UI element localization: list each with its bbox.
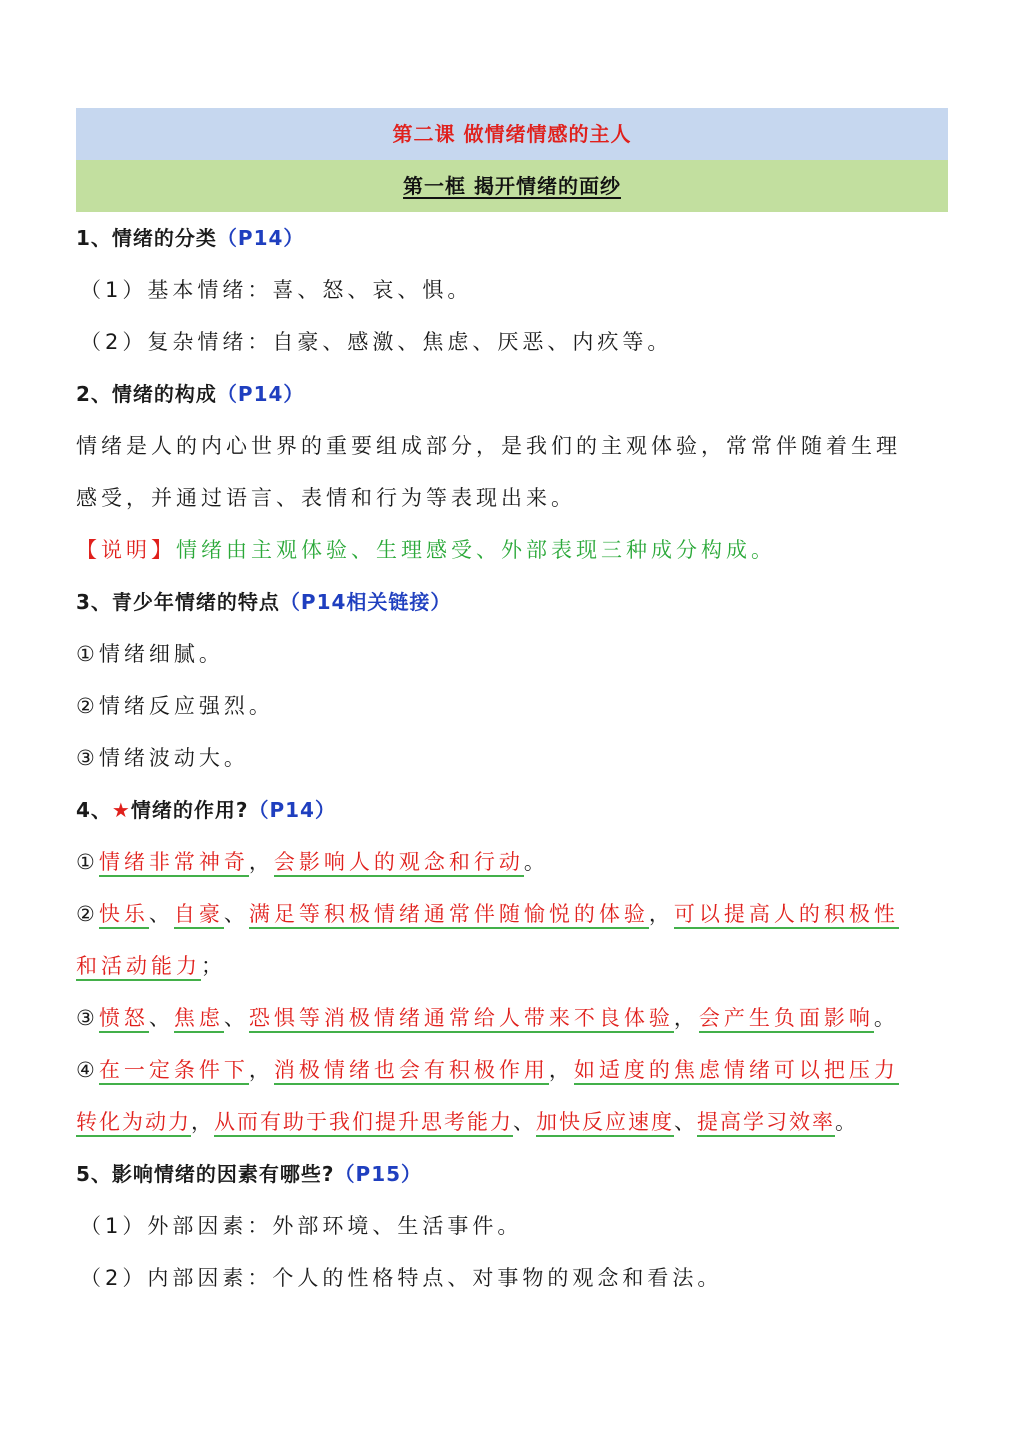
section-1-title: 1、情绪的分类 xyxy=(76,226,217,250)
section-4-point-2-line-1 xyxy=(76,888,948,940)
section-4-point-4-line-2 xyxy=(76,1096,948,1148)
punctuation: 、 xyxy=(148,902,174,926)
point-marker: ④ xyxy=(76,1058,99,1082)
section-4-page-ref: （P14） xyxy=(248,798,336,822)
section-2-page-ref: （P14） xyxy=(216,382,305,406)
section-4-point-4-line-1 xyxy=(76,1044,948,1096)
section-3-item-3: ③情绪波动大。 xyxy=(76,746,249,770)
punctuation: 、 xyxy=(148,1006,174,1030)
section-3-page-ref: （P14相关链接） xyxy=(279,590,452,614)
section-2-title: 2、情绪的构成 xyxy=(76,382,217,406)
section-2-paragraph-line-2: 感受，并通过语言、表情和行为等表现出来。 xyxy=(76,486,576,510)
point-text: 自豪 xyxy=(174,902,224,929)
section-4-point-2-line-2 xyxy=(76,940,948,992)
section-3-item-1: ①情绪细腻。 xyxy=(76,642,224,666)
section-4-point-1 xyxy=(76,836,948,888)
point-text: 愤怒 xyxy=(99,1006,149,1033)
section-5-title: 5、影响情绪的因素有哪些? xyxy=(76,1162,335,1186)
note-text: 情绪由主观体验、生理感受、外部表现三种成分构成。 xyxy=(176,538,776,562)
section-4-point-3 xyxy=(76,992,948,1044)
point-text: 可以提高人的积极性 xyxy=(674,902,899,929)
punctuation: ， xyxy=(191,1110,214,1134)
point-text: 会影响人的观念和行动 xyxy=(274,850,524,877)
section-3-item-2: ②情绪反应强烈。 xyxy=(76,694,274,718)
section-5-page-ref: （P15） xyxy=(334,1162,423,1186)
punctuation: ， xyxy=(673,1006,699,1030)
point-text: 会产生负面影响 xyxy=(699,1006,874,1033)
section-3-heading xyxy=(76,576,948,628)
lesson-title-banner xyxy=(76,108,948,160)
frame-title-banner xyxy=(76,160,948,212)
point-text: 提高学习效率 xyxy=(697,1110,835,1137)
point-text: 加快反应速度 xyxy=(536,1110,674,1137)
punctuation: ， xyxy=(648,902,674,926)
section-1-page-ref: （P14） xyxy=(216,226,305,250)
point-text: 焦虑 xyxy=(174,1006,224,1033)
frame-title: 第一框 揭开情绪的面纱 xyxy=(403,174,621,198)
section-3-title: 3、青少年情绪的特点 xyxy=(76,590,280,614)
point-marker: ② xyxy=(76,902,99,926)
punctuation: 。 xyxy=(835,1110,858,1134)
section-4-number: 4、 xyxy=(76,798,112,822)
section-1-item-2: （2）复杂情绪：自豪、感激、焦虑、厌恶、内疚等。 xyxy=(80,330,673,354)
lesson-title: 第二课 做情绪情感的主人 xyxy=(392,122,632,146)
section-1-item-1: （1）基本情绪：喜、怒、哀、惧。 xyxy=(80,278,473,302)
punctuation: 、 xyxy=(223,902,249,926)
punctuation: ， xyxy=(248,1058,274,1082)
point-text: 满足等积极情绪通常伴随愉悦的体验 xyxy=(249,902,649,929)
document-page xyxy=(76,108,948,1304)
section-5-item-1: （1）外部因素：外部环境、生活事件。 xyxy=(80,1214,523,1238)
point-text: 恐惧等消极情绪通常给人带来不良体验 xyxy=(249,1006,674,1033)
point-text: 快乐 xyxy=(99,902,149,929)
punctuation: ， xyxy=(248,850,274,874)
section-5-heading xyxy=(76,1148,948,1200)
point-text: 和活动能力 xyxy=(76,954,201,981)
section-5-item-2: （2）内部因素：个人的性格特点、对事物的观念和看法。 xyxy=(80,1266,723,1290)
star-icon: ★ xyxy=(111,798,131,822)
point-text: 在一定条件下 xyxy=(99,1058,249,1085)
section-2-note xyxy=(76,524,948,576)
punctuation: 。 xyxy=(523,850,549,874)
point-text: 转化为动力 xyxy=(76,1110,191,1137)
punctuation: 。 xyxy=(873,1006,899,1030)
point-text: 从而有助于我们提升思考能力 xyxy=(214,1110,513,1137)
section-2-paragraph-line-1: 情绪是人的内心世界的重要组成部分，是我们的主观体验，常常伴随着生理 xyxy=(76,434,901,458)
punctuation: ， xyxy=(548,1058,574,1082)
section-4-heading xyxy=(76,784,948,836)
section-1-heading xyxy=(76,212,948,264)
point-text: 消极情绪也会有积极作用 xyxy=(274,1058,549,1085)
point-marker: ① xyxy=(76,850,99,874)
section-4-title: 情绪的作用? xyxy=(130,798,249,822)
section-2-heading xyxy=(76,368,948,420)
punctuation: ； xyxy=(201,954,226,978)
punctuation: 、 xyxy=(223,1006,249,1030)
point-marker: ③ xyxy=(76,1006,99,1030)
note-tag: 【说明】 xyxy=(76,538,176,562)
punctuation: 、 xyxy=(513,1110,536,1134)
point-text: 情绪非常神奇 xyxy=(99,850,249,877)
point-text: 如适度的焦虑情绪可以把压力 xyxy=(574,1058,899,1085)
punctuation: 、 xyxy=(674,1110,697,1134)
